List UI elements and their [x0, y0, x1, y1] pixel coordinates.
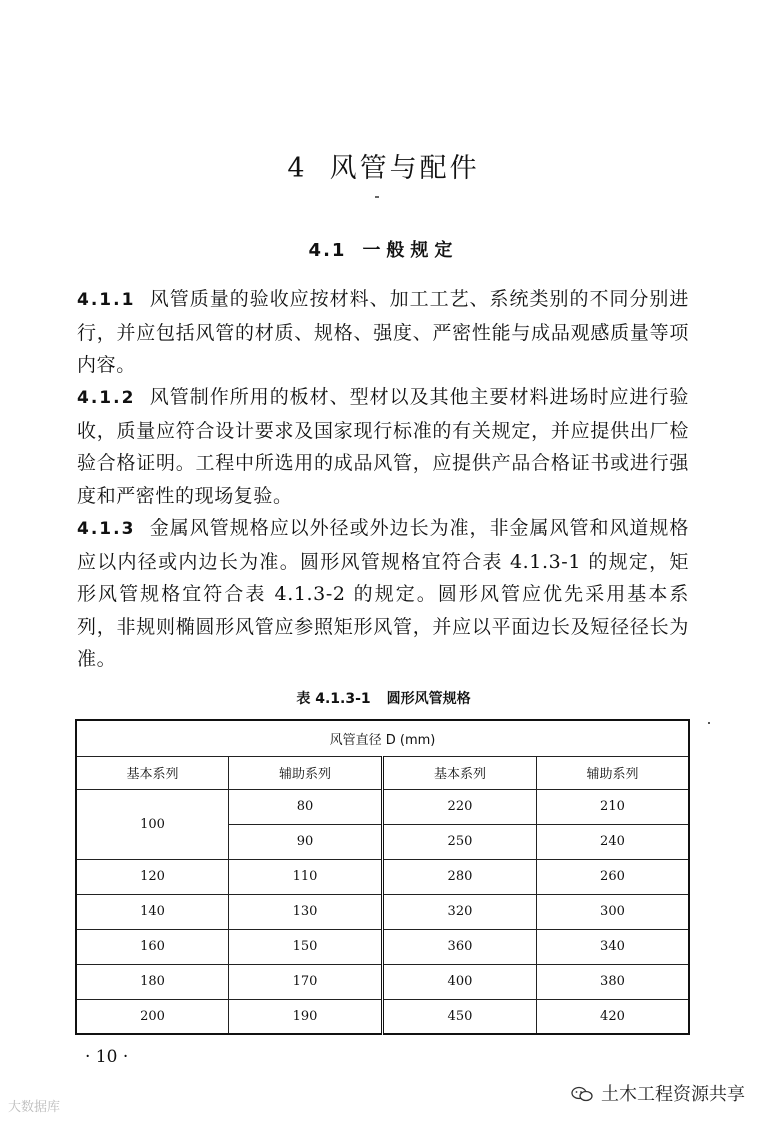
clause-number: 4.1.3	[77, 519, 136, 539]
table-label: 表 4.1.3-1	[296, 691, 371, 707]
table-cell: 170	[229, 964, 383, 999]
table-cell: 180	[76, 964, 229, 999]
table-cell: 450	[382, 999, 536, 1034]
table-cell: 150	[229, 929, 383, 964]
table-cell: 120	[76, 859, 229, 894]
table-row	[76, 789, 689, 824]
clause-4-1-2	[77, 381, 689, 512]
table-cell: 80	[229, 789, 383, 824]
clause-text: 风管制作所用的板材、型材以及其他主要材料进场时应进行验收，质量应符合设计要求及国家现行标准的有关规定，并应提供出厂检验合格证明。工程中所选用的成品风管，应提供产品合格证书或进行强度和严密性的现场复验。	[77, 386, 689, 507]
table-main-header: 风管直径 D (mm)	[76, 720, 689, 756]
watermark-source-text: 大数据库	[8, 1100, 61, 1115]
clause-number: 4.1.1	[77, 290, 136, 310]
watermark-account	[571, 1080, 745, 1106]
table-cell: 320	[382, 894, 536, 929]
table-cell: 380	[536, 964, 689, 999]
clause-4-1-1	[77, 283, 689, 382]
scan-speck	[708, 722, 710, 724]
clause-4-1-3	[77, 512, 689, 676]
clause-text: 金属风管规格应以外径或外边长为准，非金属风管和风道规格应以内径或内边长为准。圆形风管规格宜符合表 4.1.3-1 的规定，矩形风管规格宜符合表 4.1.3-2 的规定。圆形风管应优先采用基本系列，非规则椭圆形风管应参照矩形风管，并应以平面边长及短径径长为准。	[77, 517, 689, 670]
table-cell: 190	[229, 999, 383, 1034]
table-cell: 200	[76, 999, 229, 1034]
table-cell: 140	[76, 894, 229, 929]
table-cell: 100	[76, 789, 229, 859]
clause-number: 4.1.2	[77, 388, 136, 408]
table-caption-text: 圆形风管规格	[386, 691, 471, 707]
page-number: · 10 ·	[85, 1047, 129, 1067]
column-header: 辅助系列	[229, 756, 383, 789]
table-cell: 160	[76, 929, 229, 964]
table-cell: 260	[536, 859, 689, 894]
column-header: 基本系列	[76, 756, 229, 789]
clause-text: 风管质量的验收应按材料、加工工艺、系统类别的不同分别进行，并应包括风管的材质、规格、强度、严密性能与成品观感质量等项内容。	[77, 288, 689, 376]
chapter-title-text: 风管与配件	[329, 153, 480, 184]
chapter-number: 4	[287, 153, 308, 184]
table-row	[76, 964, 689, 999]
table-row	[76, 929, 689, 964]
table-row	[76, 999, 689, 1034]
table-cell: 280	[382, 859, 536, 894]
table-cell: 340	[536, 929, 689, 964]
table-header-row	[76, 720, 689, 756]
table-cell: 300	[536, 894, 689, 929]
section-title	[0, 236, 767, 262]
table-cell: 360	[382, 929, 536, 964]
table-cell: 90	[229, 824, 383, 859]
section-title-text: 一般规定	[362, 240, 459, 261]
column-header: 辅助系列	[536, 756, 689, 789]
table-cell: 250	[382, 824, 536, 859]
round-duct-spec-table	[75, 719, 690, 1035]
table-cell: 240	[536, 824, 689, 859]
watermark-source	[8, 1096, 60, 1115]
wechat-icon	[571, 1086, 593, 1102]
table-cell: 210	[536, 789, 689, 824]
watermark-account-text: 土木工程资源共享	[601, 1084, 745, 1105]
title-mark	[375, 196, 379, 198]
table-cell: 400	[382, 964, 536, 999]
table-cell: 220	[382, 789, 536, 824]
table-cell: 130	[229, 894, 383, 929]
table-cell: 110	[229, 859, 383, 894]
table-column-header-row	[76, 756, 689, 789]
table-caption	[0, 688, 767, 708]
table-row	[76, 859, 689, 894]
chapter-title	[0, 146, 767, 185]
column-header: 基本系列	[382, 756, 536, 789]
section-number: 4.1	[308, 240, 347, 261]
table-cell: 420	[536, 999, 689, 1034]
table-row	[76, 894, 689, 929]
